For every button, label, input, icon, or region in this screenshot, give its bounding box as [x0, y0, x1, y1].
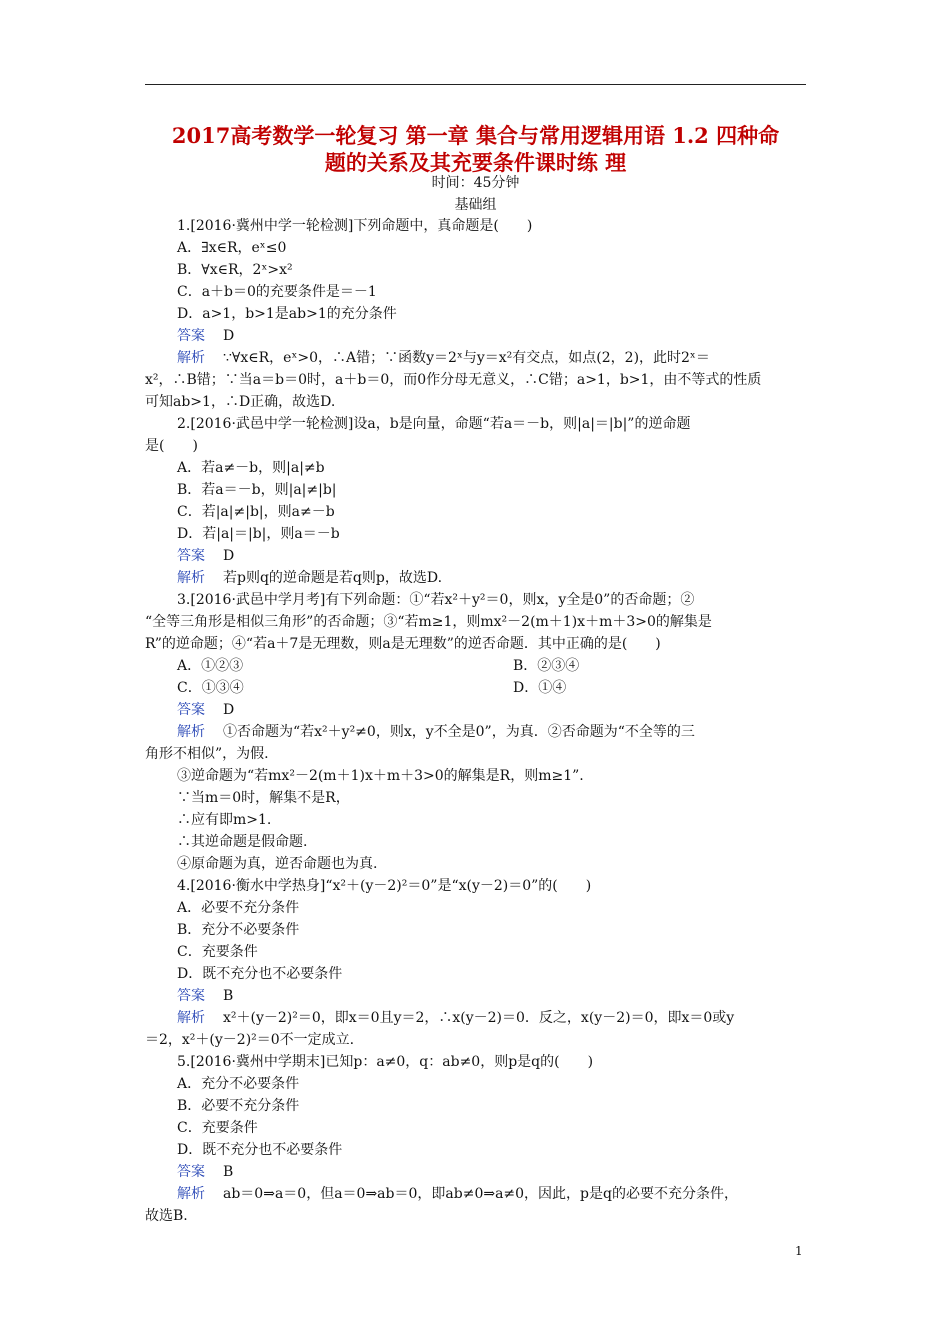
question-5-stem: 5.[2016·冀州中学期末]已知p：a≠0，q：ab≠0，则p是q的( ) [177, 1054, 594, 1070]
question-1-option-c: C．a＋b＝0的充要条件是＝－1 [177, 284, 377, 300]
analysis-line: ④原命题为真，逆否命题也为真. [177, 856, 378, 872]
question-3-answer [177, 700, 234, 720]
question-4-option-c: C．充要条件 [177, 944, 258, 960]
analysis-line: 角形不相似”，为假. [145, 746, 269, 762]
question-1-answer [177, 326, 234, 346]
question-4-answer [177, 986, 233, 1006]
time-limit: 时间：45分钟 [431, 175, 520, 191]
answer-value: D [223, 548, 235, 564]
question-5-answer [177, 1162, 233, 1182]
question-5-option-d: D．既不充分也不必要条件 [177, 1142, 343, 1158]
answer-label: 答案 [177, 328, 205, 344]
answer-value: D [223, 328, 235, 344]
answer-label: 答案 [177, 1164, 205, 1180]
question-2-analysis [177, 568, 442, 588]
question-3-stem: 3.[2016·武邑中学月考]有下列命题：①“若x²＋y²＝0，则x，y全是0”的否命题；② [177, 592, 695, 608]
analysis-line: 故选B. [145, 1208, 188, 1224]
question-2-stem: 2.[2016·武邑中学一轮检测]设a，b是向量，命题“若a＝－b，则|a|＝|b|”的逆命题 [177, 416, 691, 432]
answer-label: 答案 [177, 988, 205, 1004]
doc-title-line1: 2017高考数学一轮复习 第一章 集合与常用逻辑用语 1.2 四种命 [171, 123, 780, 148]
analysis-text: x²＋(y－2)²＝0，即x＝0且y＝2，∴x(y－2)＝0．反之，x(y－2)＝0，即x＝0或y [223, 1010, 735, 1026]
question-1-stem: 1.[2016·冀州中学一轮检测]下列命题中，真命题是( ) [177, 218, 533, 234]
question-2-option-d: D．若|a|＝|b|，则a＝－b [177, 526, 340, 542]
question-1-analysis [177, 348, 710, 368]
question-3-option-a: A．①②③ [177, 658, 244, 674]
analysis-line: x²，∴B错；∵当a＝b＝0时，a＋b＝0，而0作分母无意义，∴C错；a>1，b>1，由不等式的性质 [145, 372, 762, 388]
question-1-option-d: D．a>1，b>1是ab>1的充分条件 [177, 306, 397, 322]
question-5-option-b: B．必要不充分条件 [177, 1098, 300, 1114]
question-3-stem-cont: “全等三角形是相似三角形”的否命题；③“若m≥1，则mx²－2(m＋1)x＋m＋3>0的解集是 [145, 614, 712, 630]
analysis-line: 可知ab>1，∴D正确，故选D. [145, 394, 336, 410]
question-2-answer [177, 546, 234, 566]
analysis-label: 解析 [177, 570, 205, 586]
answer-value: B [223, 988, 234, 1004]
analysis-line: ∴应有即m>1. [177, 812, 272, 828]
header-rule [145, 84, 806, 85]
question-5-analysis [177, 1184, 738, 1204]
analysis-line: ∵当m＝0时，解集不是R， [177, 790, 350, 806]
analysis-line: ＝2，x²＋(y－2)²＝0不一定成立. [145, 1032, 355, 1048]
analysis-text: 若p则q的逆命题是若q则p，故选D. [223, 570, 443, 586]
question-5-option-c: C．充要条件 [177, 1120, 258, 1136]
question-2-option-c: C．若|a|≠|b|，则a≠－b [177, 504, 335, 520]
question-1-option-a: A．∃x∈R，eˣ≤0 [177, 240, 287, 256]
question-2-option-a: A．若a≠－b，则|a|≠b [177, 460, 325, 476]
question-2-option-b: B．若a＝－b，则|a|≠|b| [177, 482, 337, 498]
question-1-option-b: B．∀x∈R，2ˣ>x² [177, 262, 293, 278]
question-3-option-d: D．①④ [513, 680, 567, 696]
question-5-option-a: A．充分不必要条件 [177, 1076, 300, 1092]
question-2-stem-cont: 是( ) [145, 438, 198, 454]
question-4-option-b: B．充分不必要条件 [177, 922, 300, 938]
doc-title-line2: 题的关系及其充要条件课时练 理 [324, 150, 627, 175]
analysis-label: 解析 [177, 1186, 205, 1202]
question-4-option-a: A．必要不充分条件 [177, 900, 300, 916]
answer-value: B [223, 1164, 234, 1180]
question-4-analysis [177, 1008, 734, 1028]
analysis-text: ab＝0⇒a＝0，但a＝0⇒ab＝0，即ab≠0⇒a≠0，因此，p是q的必要不充分条件， [223, 1186, 738, 1202]
analysis-text: ∵∀x∈R，eˣ>0，∴A错；∵函数y＝2ˣ与y＝x²有交点，如点(2，2)，此时2ˣ＝ [223, 350, 710, 366]
analysis-label: 解析 [177, 724, 205, 740]
question-3-option-c: C．①③④ [177, 680, 244, 696]
group-heading: 基础组 [454, 197, 497, 213]
question-4-stem: 4.[2016·衡水中学热身]“x²＋(y－2)²＝0”是“x(y－2)＝0”的( ) [177, 878, 592, 894]
analysis-line: ∴其逆命题是假命题. [177, 834, 308, 850]
analysis-label: 解析 [177, 1010, 205, 1026]
question-3-stem-cont: R”的逆命题；④“若a＋7是无理数，则a是无理数”的逆否命题．其中正确的是( ) [145, 636, 661, 652]
question-4-option-d: D．既不充分也不必要条件 [177, 966, 343, 982]
page-number: 1 [795, 1244, 803, 1258]
question-3-option-b: B．②③④ [513, 658, 580, 674]
answer-value: D [223, 702, 235, 718]
analysis-text: ①否命题为“若x²＋y²≠0，则x，y不全是0”，为真．②否命题为“不全等的三 [223, 724, 695, 740]
answer-label: 答案 [177, 702, 205, 718]
analysis-label: 解析 [177, 350, 205, 366]
answer-label: 答案 [177, 548, 205, 564]
question-3-analysis [177, 722, 695, 742]
analysis-line: ③逆命题为“若mx²－2(m＋1)x＋m＋3>0的解集是R，则m≥1”. [177, 768, 584, 784]
